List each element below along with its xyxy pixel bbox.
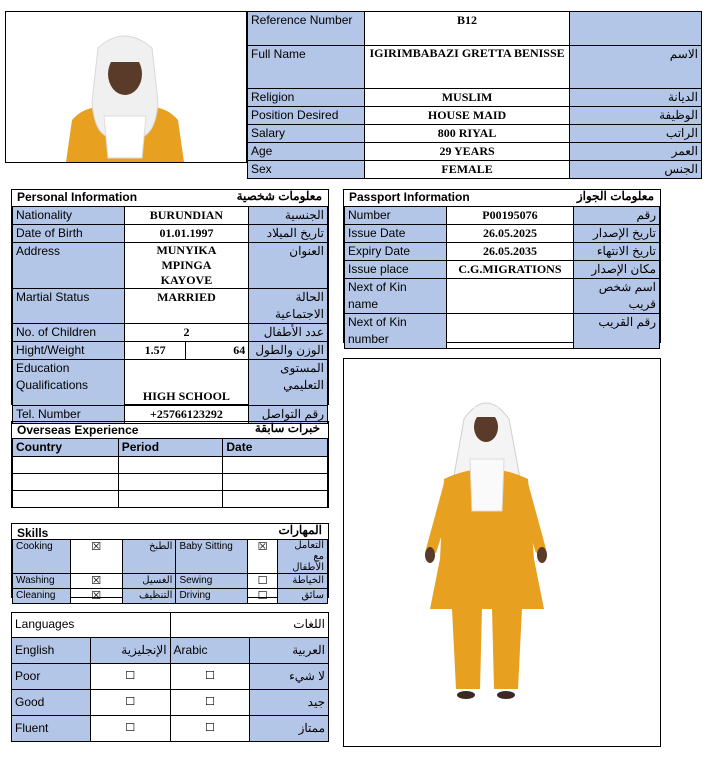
religion-value: MUSLIM: [364, 89, 570, 107]
children-label-ar: عدد الأطفال: [249, 324, 328, 342]
issue-date-value: 26.05.2025: [446, 225, 574, 243]
skill-cleaning-label: Cleaning: [13, 589, 71, 604]
skill-sewing-label: Sewing: [176, 574, 248, 589]
full-body-photo: [344, 359, 660, 746]
skill-washing-label-ar: الغسيل: [122, 574, 176, 589]
expiry-date-label: Expiry Date: [345, 243, 447, 261]
dob-label-ar: تاريخ الميلاد: [249, 225, 328, 243]
english-fluent-checkbox[interactable]: ☐: [90, 716, 170, 742]
kin-name-label-line-1: Next of Kin: [348, 280, 407, 294]
level-poor-label: Poor: [12, 664, 91, 690]
skill-sewing-label-ar: الخياطة: [278, 574, 328, 589]
skill-babysitting-ar-line-1: التعامل مع: [294, 540, 324, 562]
children-label: No. of Children: [13, 324, 125, 342]
marital-value: MARRIED: [124, 289, 249, 324]
overseas-table: [12, 438, 328, 508]
address-value: [124, 243, 249, 289]
kin-name-label-ar-line-1: اسم شخص: [598, 280, 656, 294]
children-value: 2: [124, 324, 249, 342]
overseas-col-date: Date: [223, 439, 328, 457]
level-good-label-ar: جيد: [250, 690, 329, 716]
skills-title-ar: المهارات: [278, 523, 322, 537]
height-weight-label: Hight/Weight: [13, 342, 125, 360]
age-label-ar: العمر: [570, 143, 702, 161]
table-row: [13, 474, 328, 491]
tel-label-ar: رقم التواصل: [249, 406, 328, 424]
fullname-label: Full Name: [251, 47, 306, 61]
nationality-label-ar: الجنسية: [249, 207, 328, 225]
marital-label: Martial Status: [13, 289, 125, 324]
personal-info-table: [12, 206, 328, 424]
issue-place-value: C.G.MIGRATIONS: [446, 261, 574, 279]
skill-cleaning-label-ar: التنظيف: [122, 589, 176, 604]
kin-number-label: [345, 314, 447, 349]
fullname-label-cell: [248, 46, 365, 89]
nationality-label: Nationality: [13, 207, 125, 225]
passport-number-value: P00195076: [446, 207, 574, 225]
skills-table: [12, 539, 328, 604]
education-label-ar: المستوى التعليمي: [249, 360, 328, 406]
expiry-date-label-ar: تاريخ الانتهاء: [574, 243, 660, 261]
overseas-col-country: Country: [13, 439, 119, 457]
portrait-photo: [6, 12, 246, 162]
position-value: HOUSE MAID: [364, 107, 570, 125]
lang-arabic-label: Arabic: [170, 638, 250, 664]
arabic-poor-checkbox[interactable]: ☐: [170, 664, 250, 690]
nationality-value: BURUNDIAN: [124, 207, 249, 225]
sex-value: FEMALE: [364, 161, 570, 179]
ref-value: B12: [364, 12, 570, 46]
personal-info-title-ar: معلومات شخصية: [236, 189, 322, 203]
education-label: [13, 360, 125, 406]
skill-babysitting-label: Baby Sitting: [176, 540, 248, 574]
personal-info-title: Personal Information: [17, 190, 138, 204]
sex-label: Sex: [248, 161, 365, 179]
languages-title-ar: اللغات: [170, 613, 328, 638]
height-weight-label-ar: الوزن والطول: [249, 342, 328, 360]
dob-value: 01.01.1997: [124, 225, 249, 243]
tel-label: Tel. Number: [13, 406, 125, 424]
skill-driving-label-ar: سائق: [278, 589, 328, 604]
issue-date-label-ar: تاريخ الإصدار: [574, 225, 660, 243]
education-value-cell: [124, 360, 249, 406]
skills-title: Skills: [17, 526, 49, 540]
salary-value: 800 RIYAL: [364, 125, 570, 143]
salary-label-ar: الراتب: [570, 125, 702, 143]
kin-name-label-line-2: name: [348, 297, 379, 311]
skill-sewing-checkbox[interactable]: ☐: [248, 574, 278, 589]
weight-value: 64: [186, 342, 249, 360]
address-label-ar: العنوان: [249, 243, 328, 289]
skill-driving-checkbox[interactable]: ☐: [248, 589, 278, 604]
tel-value: +25766123292: [124, 406, 249, 424]
overseas-title-ar: خبرات سابقة: [254, 421, 320, 435]
skill-babysitting-checkbox[interactable]: ☒: [248, 540, 278, 574]
issue-place-label-ar: مكان الإصدار: [574, 261, 660, 279]
education-label-line-2: Qualifications: [16, 378, 89, 392]
skill-washing-checkbox[interactable]: ☒: [70, 574, 122, 589]
skill-driving-label: Driving: [176, 589, 248, 604]
arabic-good-checkbox[interactable]: ☐: [170, 690, 250, 716]
level-fluent-label-ar: ممتاز: [250, 716, 329, 742]
fullname-label-ar: الاسم: [570, 46, 702, 89]
religion-label-ar: الديانة: [570, 89, 702, 107]
skill-cooking-checkbox[interactable]: ☒: [70, 540, 122, 574]
kin-number-label-line-1: Next of Kin: [348, 315, 407, 329]
address-line-3: KAYOVE: [160, 273, 213, 287]
passport-info-title: Passport Information: [349, 190, 470, 204]
kin-number-value: [446, 314, 574, 349]
kin-name-label-ar-line-2: قريب: [628, 297, 656, 311]
skill-cooking-label-ar: الطبخ: [122, 540, 176, 574]
english-poor-checkbox[interactable]: ☐: [90, 664, 170, 690]
address-label: Address: [13, 243, 125, 289]
header-info-table: [247, 11, 702, 179]
overseas-col-period: Period: [118, 439, 223, 457]
address-line-2: MPINGA: [161, 258, 212, 272]
address-line-1: MUNYIKA: [156, 243, 217, 257]
religion-label: Religion: [248, 89, 365, 107]
passport-number-label: Number: [345, 207, 447, 225]
kin-number-label-ar: رقم القريب: [574, 314, 660, 349]
table-row: [13, 491, 328, 508]
ref-label-ar: [570, 12, 702, 46]
education-label-line-1: Education: [16, 361, 70, 375]
kin-name-label: [345, 279, 447, 314]
passport-info-title-ar: معلومات الجواز: [576, 189, 654, 203]
height-value: 1.57: [124, 342, 186, 360]
lang-english-label: English: [12, 638, 91, 664]
dob-label: Date of Birth: [13, 225, 125, 243]
passport-number-label-ar: رقم: [574, 207, 660, 225]
skill-washing-label: Washing: [13, 574, 71, 589]
kin-number-label-line-2: number: [348, 332, 389, 346]
passport-info-table: [344, 206, 660, 349]
languages-table: [11, 612, 329, 742]
overseas-title: Overseas Experience: [17, 423, 139, 437]
ref-label: Reference Number: [248, 12, 365, 46]
education-value: HIGH SCHOOL: [142, 389, 230, 403]
lang-arabic-label-ar: العربية: [250, 638, 329, 664]
issue-place-label: Issue place: [345, 261, 447, 279]
languages-title: Languages: [12, 613, 171, 638]
full-body-photo-frame: [343, 358, 661, 747]
kin-name-label-ar: [574, 279, 660, 314]
level-poor-label-ar: لا شيء: [250, 664, 329, 690]
skill-babysitting-ar-line-2: الأطفال: [292, 562, 324, 573]
table-row: [13, 457, 328, 474]
age-value: 29 YEARS: [364, 143, 570, 161]
expiry-date-value: 26.05.2035: [446, 243, 574, 261]
level-fluent-label: Fluent: [12, 716, 91, 742]
kin-name-value: [446, 279, 574, 314]
skill-babysitting-label-ar: [278, 540, 328, 574]
lang-english-label-ar: الإنجليزية: [90, 638, 170, 664]
portrait-photo-frame: [5, 11, 247, 163]
arabic-fluent-checkbox[interactable]: ☐: [170, 716, 250, 742]
position-label: Position Desired: [248, 107, 365, 125]
salary-label: Salary: [248, 125, 365, 143]
skill-cleaning-checkbox[interactable]: ☒: [70, 589, 122, 604]
age-label: Age: [248, 143, 365, 161]
sex-label-ar: الجنس: [570, 161, 702, 179]
english-good-checkbox[interactable]: ☐: [90, 690, 170, 716]
fullname-value: IGIRIMBABAZI GRETTA BENISSE: [364, 46, 570, 89]
marital-label-ar: الحالة الاجتماعية: [249, 289, 328, 324]
position-label-ar: الوظيفة: [570, 107, 702, 125]
issue-date-label: Issue Date: [345, 225, 447, 243]
skill-cooking-label: Cooking: [13, 540, 71, 574]
level-good-label: Good: [12, 690, 91, 716]
